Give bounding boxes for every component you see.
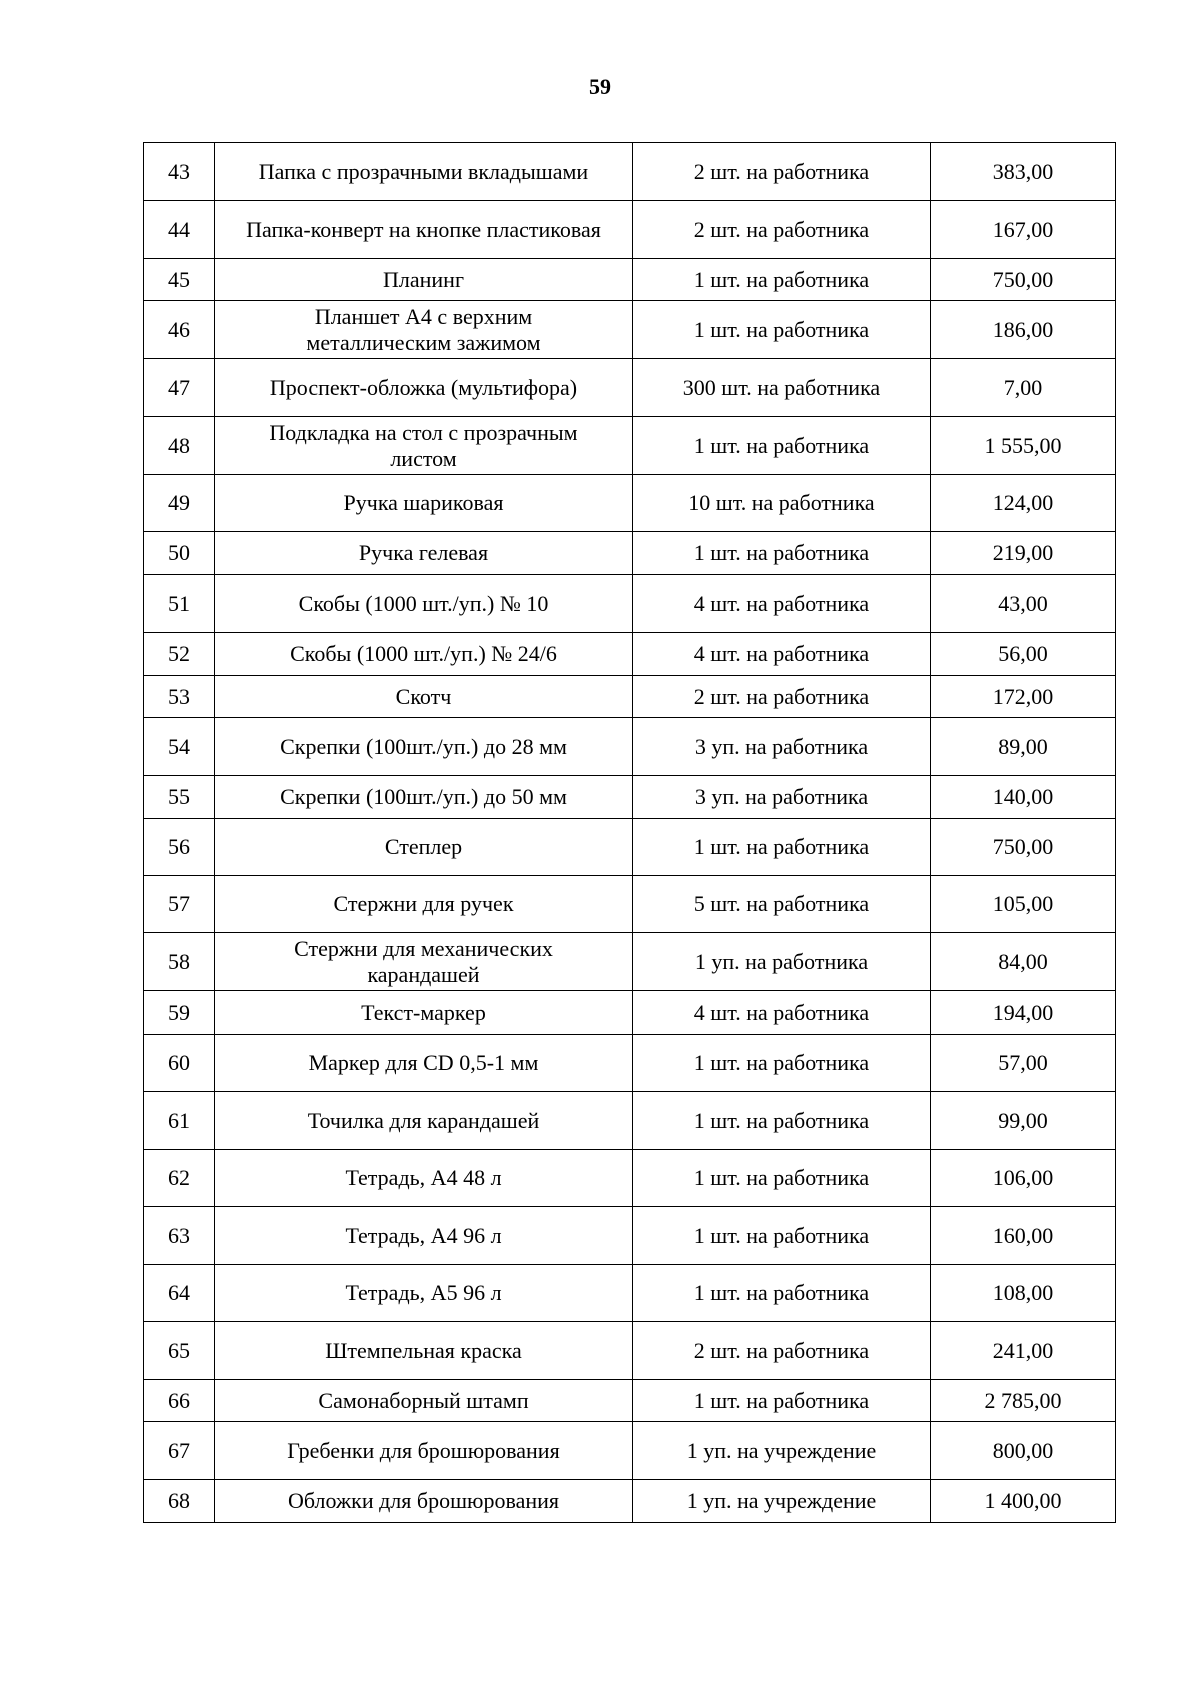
row-number: 47 [144,359,215,417]
item-quantity: 1 шт. на работника [633,1035,931,1092]
table-row [144,876,1116,933]
item-price: 750,00 [931,819,1116,876]
item-quantity: 2 шт. на работника [633,201,931,259]
row-number: 49 [144,475,215,532]
item-name: Скрепки (100шт./уп.) до 28 мм [215,718,633,776]
row-number: 66 [144,1380,215,1422]
item-quantity: 2 шт. на работника [633,676,931,718]
row-number: 44 [144,201,215,259]
row-number: 63 [144,1207,215,1265]
row-number: 56 [144,819,215,876]
item-price: 1 555,00 [931,417,1116,475]
table-row [144,532,1116,575]
item-price: 194,00 [931,991,1116,1035]
item-quantity: 1 уп. на учреждение [633,1480,931,1523]
item-price: 124,00 [931,475,1116,532]
item-name: Папка-конверт на кнопке пластиковая [215,201,633,259]
item-quantity: 5 шт. на работника [633,876,931,933]
item-name: Штемпельная краска [215,1322,633,1380]
item-quantity: 3 уп. на работника [633,776,931,819]
table-row [144,417,1116,475]
item-price: 43,00 [931,575,1116,633]
table-row [144,359,1116,417]
item-price: 167,00 [931,201,1116,259]
item-name: Ручка шариковая [215,475,633,532]
table-row [144,1322,1116,1380]
item-quantity: 2 шт. на работника [633,143,931,201]
item-name: Тетрадь, А4 48 л [215,1150,633,1207]
item-name: Подкладка на стол с прозрачным листом [215,417,633,475]
item-price: 800,00 [931,1422,1116,1480]
item-quantity: 4 шт. на работника [633,575,931,633]
item-name: Тетрадь, А5 96 л [215,1265,633,1322]
table-row [144,1380,1116,1422]
item-name: Стержни для ручек [215,876,633,933]
supplies-table [143,142,1116,1523]
item-name: Планинг [215,259,633,301]
table-row [144,1035,1116,1092]
table-row [144,301,1116,359]
row-number: 53 [144,676,215,718]
page-number: 59 [589,74,611,99]
row-number: 54 [144,718,215,776]
item-quantity: 1 шт. на работника [633,1265,931,1322]
item-quantity: 1 шт. на работника [633,532,931,575]
item-price: 186,00 [931,301,1116,359]
item-price: 7,00 [931,359,1116,417]
item-price: 172,00 [931,676,1116,718]
row-number: 55 [144,776,215,819]
item-quantity: 10 шт. на работника [633,475,931,532]
item-name: Ручка гелевая [215,532,633,575]
item-price: 108,00 [931,1265,1116,1322]
row-number: 67 [144,1422,215,1480]
item-quantity: 3 уп. на работника [633,718,931,776]
item-price: 84,00 [931,933,1116,991]
item-quantity: 1 шт. на работника [633,301,931,359]
item-quantity: 4 шт. на работника [633,991,931,1035]
row-number: 65 [144,1322,215,1380]
item-name: Обложки для брошюрования [215,1480,633,1523]
table-row [144,475,1116,532]
item-name: Планшет А4 с верхним металлическим зажимом [215,301,633,359]
item-quantity: 1 шт. на работника [633,1092,931,1150]
item-price: 56,00 [931,633,1116,676]
item-name: Скотч [215,676,633,718]
item-name: Текст-маркер [215,991,633,1035]
item-name: Скобы (1000 шт./уп.) № 24/6 [215,633,633,676]
table-row [144,819,1116,876]
row-number: 68 [144,1480,215,1523]
item-quantity: 1 уп. на работника [633,933,931,991]
item-quantity: 1 шт. на работника [633,1380,931,1422]
item-quantity: 1 шт. на работника [633,1207,931,1265]
item-name: Маркер для CD 0,5-1 мм [215,1035,633,1092]
item-name: Скрепки (100шт./уп.) до 50 мм [215,776,633,819]
table-row [144,259,1116,301]
item-quantity: 1 уп. на учреждение [633,1422,931,1480]
item-quantity: 300 шт. на работника [633,359,931,417]
item-price: 383,00 [931,143,1116,201]
item-quantity: 2 шт. на работника [633,1322,931,1380]
table-row [144,718,1116,776]
item-price: 219,00 [931,532,1116,575]
row-number: 60 [144,1035,215,1092]
table-row [144,1207,1116,1265]
item-name: Проспект-обложка (мультифора) [215,359,633,417]
row-number: 52 [144,633,215,676]
row-number: 59 [144,991,215,1035]
table-row [144,676,1116,718]
item-name: Степлер [215,819,633,876]
row-number: 43 [144,143,215,201]
table-row [144,933,1116,991]
table-row [144,991,1116,1035]
item-quantity: 1 шт. на работника [633,259,931,301]
item-price: 750,00 [931,259,1116,301]
item-quantity: 1 шт. на работника [633,1150,931,1207]
row-number: 62 [144,1150,215,1207]
item-name: Самонаборный штамп [215,1380,633,1422]
row-number: 64 [144,1265,215,1322]
supplies-table-body [144,143,1116,1523]
table-row [144,1092,1116,1150]
item-name: Тетрадь, А4 96 л [215,1207,633,1265]
row-number: 57 [144,876,215,933]
item-price: 241,00 [931,1322,1116,1380]
row-number: 50 [144,532,215,575]
item-price: 89,00 [931,718,1116,776]
row-number: 58 [144,933,215,991]
item-name: Стержни для механических карандашей [215,933,633,991]
table-row [144,1422,1116,1480]
item-price: 57,00 [931,1035,1116,1092]
table-row [144,1265,1116,1322]
item-price: 105,00 [931,876,1116,933]
row-number: 51 [144,575,215,633]
item-price: 2 785,00 [931,1380,1116,1422]
table-row [144,633,1116,676]
table-row [144,1480,1116,1523]
item-price: 99,00 [931,1092,1116,1150]
item-name: Точилка для карандашей [215,1092,633,1150]
row-number: 61 [144,1092,215,1150]
table-row [144,575,1116,633]
item-price: 140,00 [931,776,1116,819]
row-number: 48 [144,417,215,475]
row-number: 46 [144,301,215,359]
item-price: 106,00 [931,1150,1116,1207]
item-quantity: 4 шт. на работника [633,633,931,676]
table-row [144,1150,1116,1207]
table-row [144,143,1116,201]
item-quantity: 1 шт. на работника [633,417,931,475]
item-name: Гребенки для брошюрования [215,1422,633,1480]
row-number: 45 [144,259,215,301]
item-price: 160,00 [931,1207,1116,1265]
table-row [144,776,1116,819]
item-name: Скобы (1000 шт./уп.) № 10 [215,575,633,633]
table-row [144,201,1116,259]
item-price: 1 400,00 [931,1480,1116,1523]
item-name: Папка с прозрачными вкладышами [215,143,633,201]
item-quantity: 1 шт. на работника [633,819,931,876]
